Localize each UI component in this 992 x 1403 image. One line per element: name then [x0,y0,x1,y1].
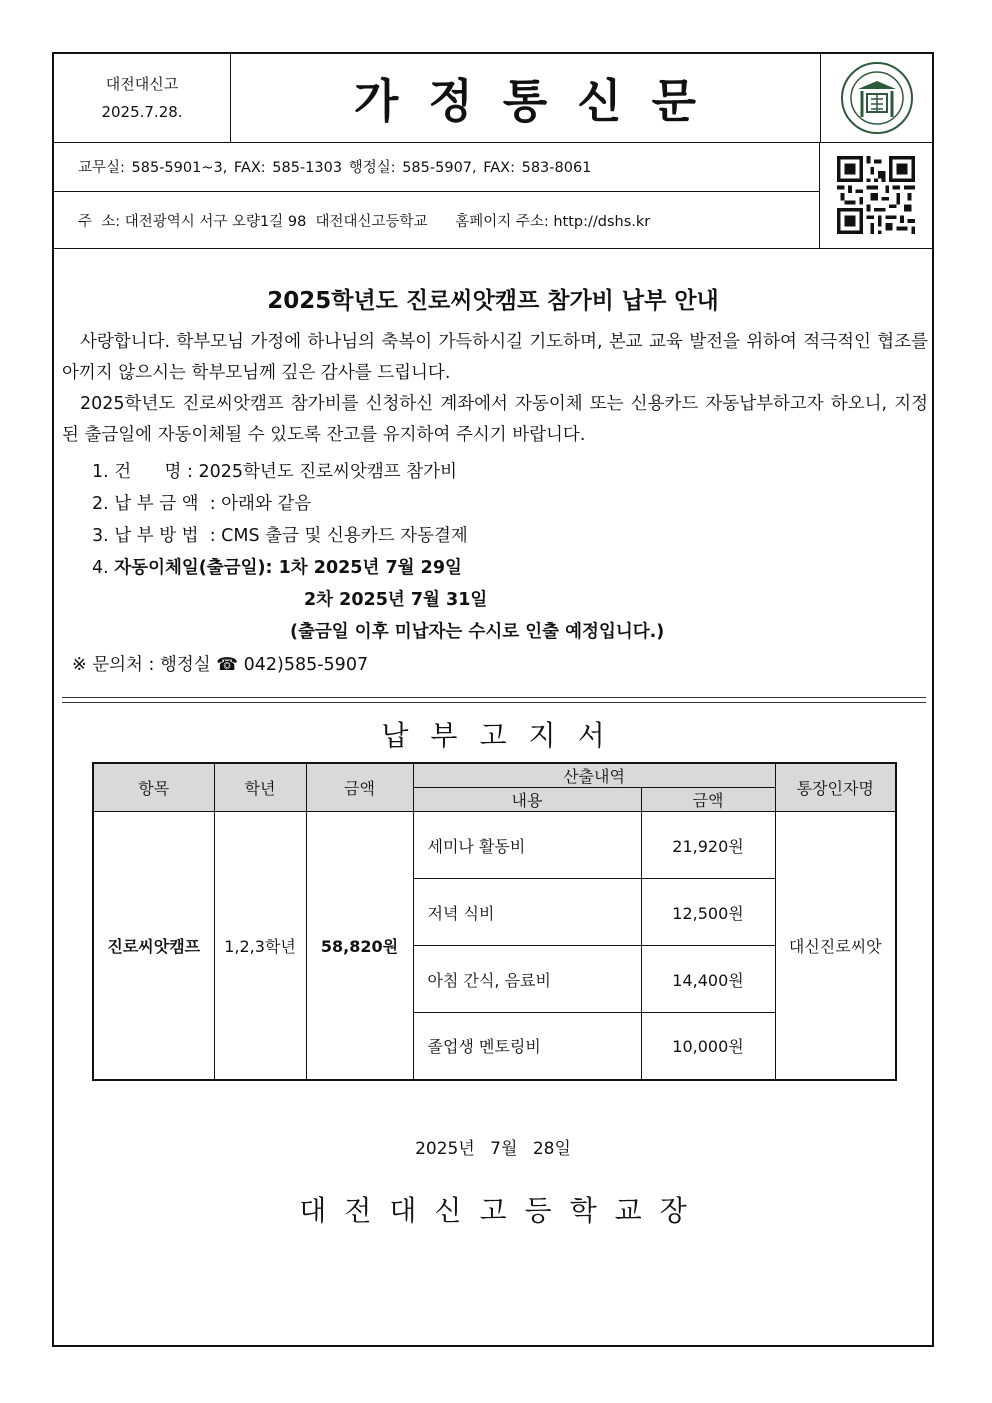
qr-code-icon [837,156,915,234]
issue-date: 2025년 7월 28일 [415,1139,571,1159]
cell-amount: 58,820원 [306,812,413,1080]
header-breakdown: 산출내역 [413,763,775,788]
greeting-paragraph: 사랑합니다. 학부모님 가정에 하나님의 축복이 가득하시길 기도하며, 본교 교육 발전을 위하여 적극적인 협조를 아끼지 않으시는 학부모님께 깊은 감사를 드립니다. [62,332,928,383]
cell-grade: 1,2,3학년 [214,812,306,1080]
contact-line: 교무실: 585-5901~3, FAX: 585-1303 행정실: 585-5907, FAX: 583-8061 [54,142,820,192]
cell-item: 진로씨앗캠프 [93,812,214,1080]
school-date-box [54,54,231,142]
header-row [54,54,932,143]
bill-table [92,762,897,1081]
cell-content: 아침 간식, 음료비 [413,946,641,1013]
notice-date: 2025.7.28. [101,103,183,121]
inquiry-line: ※ 문의처 : 행정실 ☎ 042)585-5907 [72,655,369,675]
cell-sub-amount: 21,920원 [641,812,775,879]
signer: 대전대신고등학교장 [299,1194,705,1227]
double-divider [62,697,926,703]
school-emblem-icon [840,61,914,135]
school-name: 대전대신고 [105,75,179,93]
header-item: 항목 [93,763,214,812]
header-account-name: 통장인자명 [775,763,896,812]
header-content: 내용 [413,788,641,812]
cell-sub-amount: 14,400원 [641,946,775,1013]
cell-content: 세미나 활동비 [413,812,641,879]
cell-sub-amount: 12,500원 [641,879,775,946]
debit-note: (출금일 이후 미납자는 수시로 인출 예정입니다.) [290,622,665,642]
header-amount: 금액 [306,763,413,812]
notice-title: 2025학년도 진로씨앗캠프 참가비 납부 안내 [267,288,719,314]
document-frame [52,52,934,1347]
cell-content: 저녁 식비 [413,879,641,946]
header-sub-amount: 금액 [641,788,775,812]
logo-box [820,54,933,142]
address-line: 주 소: 대전광역시 서구 오량1길 98 대전대신고등학교 홈페이지 주소: http://dshs.kr [54,192,820,248]
list-item-name: 1. 건 명 : 2025학년도 진로씨앗캠프 참가비 [92,462,457,482]
cell-content: 졸업생 멘토링비 [413,1013,641,1080]
list-item-amount: 2. 납 부 금 액 : 아래와 같음 [92,494,312,514]
debit-date-first: 자동이체일(출금일): 1차 2025년 7월 29일 [114,558,462,578]
cell-account-name: 대신진로씨앗 [775,812,896,1080]
header-divider [54,248,932,249]
list-item-method: 3. 납 부 방 법 : CMS 출금 및 신용카드 자동결제 [92,526,468,546]
list-item-number: 4. [92,558,109,578]
cell-sub-amount: 10,000원 [641,1013,775,1080]
debit-date-second: 2차 2025년 7월 31일 [304,590,488,610]
page-title: 가정통신문 [353,74,727,128]
purpose-paragraph: 2025학년도 진로씨앗캠프 참가비를 신청하신 계좌에서 자동이체 또는 신용카드 자동납부하고자 하오니, 지정된 출금일에 자동이체될 수 있도록 잔고를 유지하여 주시기 바랍니다. [62,394,928,445]
header-grade: 학년 [214,763,306,812]
qr-box [820,142,932,248]
bill-title: 납부고지서 [381,719,627,752]
table-row [93,812,896,879]
list-item-debit-date [92,554,462,579]
